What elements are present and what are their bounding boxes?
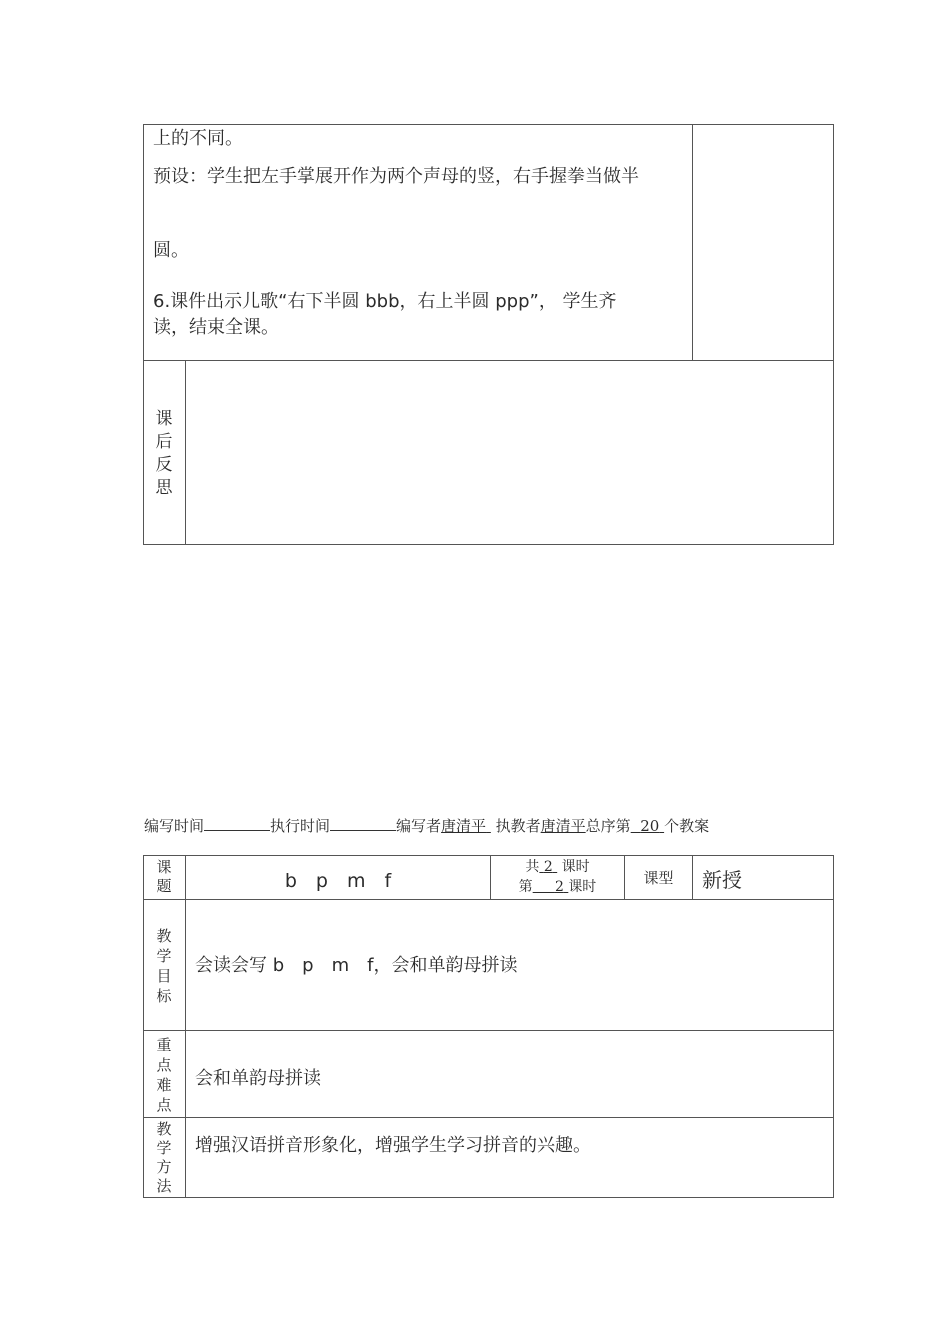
- key-difficulty-label: 重 点 难 点: [156, 1036, 172, 1114]
- lesson-plan-header: [144, 815, 709, 836]
- author-label: 编写者: [396, 817, 442, 835]
- row-divider-topic: [143, 899, 834, 900]
- sequence-number: 20: [640, 817, 660, 835]
- lesson-text-line-5: 读，结束全课。: [153, 317, 279, 338]
- reflection-label: 课 后 反 思: [155, 409, 173, 498]
- topic-value: b p m f: [284, 870, 392, 892]
- table1-row-divider: [143, 360, 834, 361]
- total-hours: 共 2 课时: [525, 859, 590, 875]
- lesson-text-line-4: 6.课件出示儿歌“右下半圆 bbb，右上半圆 ppp”， 学生齐: [153, 291, 617, 312]
- lesson-type-value: 新授: [702, 868, 742, 892]
- table1-label-divider: [185, 360, 186, 545]
- topic-label: 课 题: [156, 858, 172, 895]
- teaching-goal-value: 会读会写 b p m f，会和单韵母拼读: [195, 955, 518, 976]
- row-divider-goal: [143, 1030, 834, 1031]
- lesson-type-label: 课型: [643, 869, 674, 887]
- write-time-label: 编写时间: [144, 817, 205, 835]
- teacher-label: 执教者: [495, 817, 541, 835]
- lesson-text-line-1: 上的不同。: [153, 128, 243, 149]
- teaching-goal-label: 教 学 目 标: [156, 927, 172, 1005]
- teaching-method-label: 教 学 方 法: [156, 1120, 172, 1195]
- label-col-divider: [185, 855, 186, 1198]
- teaching-method-value: 增强汉语拼音形象化，增强学生学习拼音的兴趣。: [195, 1135, 591, 1156]
- teacher-name: 唐清平: [540, 817, 586, 835]
- author-name: 唐清平: [441, 817, 487, 835]
- current-hour: 第 2 课时: [518, 879, 597, 895]
- lesson-text-line-2: 预设：学生把左手掌展开作为两个声母的竖，右手握拳当做半: [153, 166, 639, 187]
- sequence-label: 总序第: [585, 817, 631, 835]
- sequence-suffix: 个教案: [664, 817, 710, 835]
- exec-time-blank: [330, 816, 396, 831]
- type-value-divider: [692, 855, 693, 899]
- key-difficulty-value: 会和单韵母拼读: [195, 1068, 321, 1089]
- exec-time-label: 执行时间: [270, 817, 331, 835]
- lesson-text-line-3: 圆。: [153, 240, 189, 261]
- row-divider-key: [143, 1117, 834, 1118]
- write-time-blank: [204, 816, 270, 831]
- table1-col-divider: [692, 124, 693, 360]
